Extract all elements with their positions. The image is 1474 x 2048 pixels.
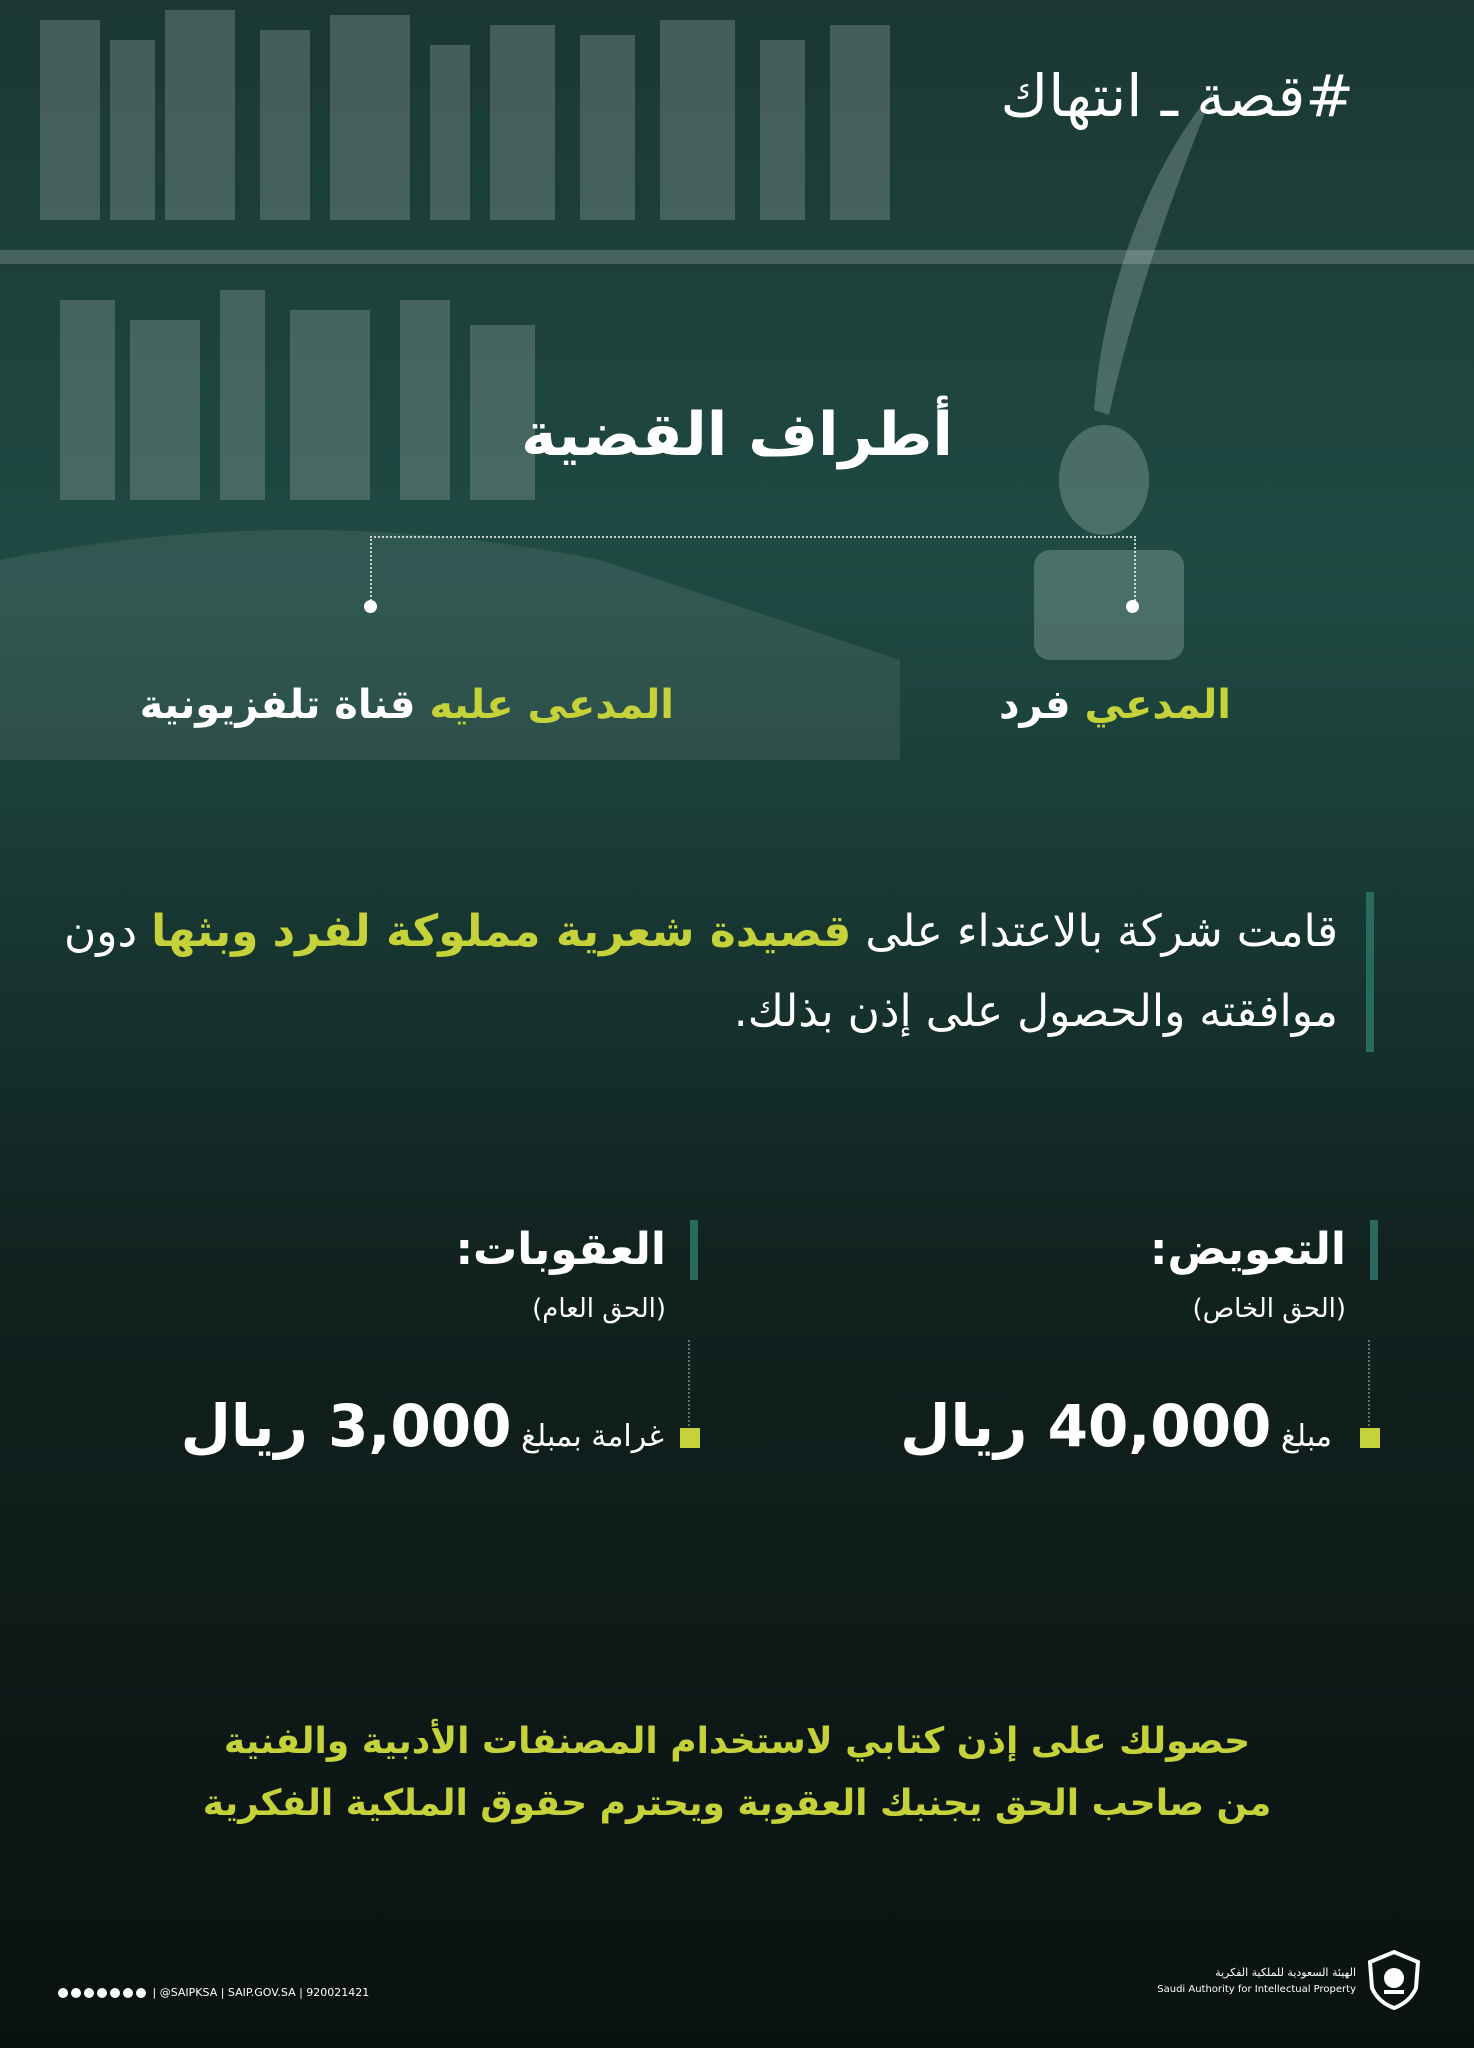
closing-line-1: حصولك على إذن كتابي لاستخدام المصنفات الأدبية والفنية bbox=[223, 1721, 1251, 1762]
penalties-divider bbox=[688, 1340, 690, 1430]
footer-contact bbox=[58, 1986, 369, 1999]
parties-connector bbox=[370, 536, 1136, 608]
instagram-icon[interactable] bbox=[97, 1988, 107, 1998]
section-title: أطراف القضية bbox=[521, 400, 953, 470]
footer-contact-text: | @SAIPKSA | SAIP.GOV.SA | 920021421 bbox=[152, 1986, 370, 1999]
story-highlight-1: قصيدة شعرية مملوكة لفرد bbox=[272, 906, 852, 957]
defendant-value: قناة تلفزيونية bbox=[139, 682, 416, 728]
linkedin-icon[interactable] bbox=[110, 1988, 120, 1998]
snapchat-icon[interactable] bbox=[123, 1988, 133, 1998]
facebook-icon[interactable] bbox=[58, 1988, 68, 1998]
compensation-subheading: (الحق الخاص) bbox=[1192, 1294, 1346, 1324]
youtube-icon[interactable] bbox=[71, 1988, 81, 1998]
penalties-amount-row bbox=[181, 1392, 664, 1460]
plaintiff-party bbox=[999, 682, 1231, 728]
story-text-2: دون موافقته والحصول على إذن بذلك. bbox=[63, 906, 1338, 1037]
saip-logo-icon bbox=[1362, 1948, 1426, 2012]
penalties-section bbox=[455, 1220, 698, 1324]
story-hashtag: #قصة ـ انتهاك bbox=[1000, 62, 1354, 130]
penalties-prefix: غرامة بمبلغ bbox=[521, 1419, 664, 1454]
plaintiff-value: فرد bbox=[999, 682, 1071, 728]
case-story bbox=[38, 892, 1374, 1052]
defendant-dot-icon bbox=[364, 600, 377, 613]
plaintiff-dot-icon bbox=[1126, 600, 1139, 613]
twitter-icon[interactable] bbox=[84, 1988, 94, 1998]
org-name-english: Saudi Authority for Intellectual Property bbox=[1157, 1984, 1356, 1995]
compensation-amount: 40,000 ريال bbox=[900, 1392, 1272, 1460]
compensation-divider bbox=[1368, 1340, 1370, 1430]
defendant-label: المدعى عليه bbox=[429, 682, 674, 728]
org-name-arabic: الهيئة السعودية للملكية الفكرية bbox=[1215, 1966, 1356, 1979]
penalties-bullet-icon bbox=[680, 1428, 700, 1448]
compensation-amount-row bbox=[900, 1392, 1332, 1460]
defendant-party bbox=[140, 682, 674, 728]
compensation-heading: التعويض: bbox=[1150, 1220, 1378, 1280]
compensation-prefix: مبلغ bbox=[1280, 1419, 1332, 1454]
compensation-section bbox=[1150, 1220, 1378, 1324]
closing-line-2: من صاحب الحق يجنبك العقوبة ويحترم حقوق الملكية الفكرية bbox=[202, 1783, 1272, 1824]
plaintiff-label: المدعي bbox=[1084, 682, 1231, 728]
story-highlight-2: وبثها bbox=[151, 906, 259, 957]
compensation-bullet-icon bbox=[1360, 1428, 1380, 1448]
story-text-1: قامت شركة بالاعتداء على bbox=[865, 906, 1338, 957]
penalties-subheading: (الحق العام) bbox=[532, 1294, 666, 1324]
telegram-icon[interactable] bbox=[136, 1988, 146, 1998]
penalties-amount: 3,000 ريال bbox=[180, 1392, 512, 1460]
penalties-heading: العقوبات: bbox=[455, 1220, 698, 1280]
